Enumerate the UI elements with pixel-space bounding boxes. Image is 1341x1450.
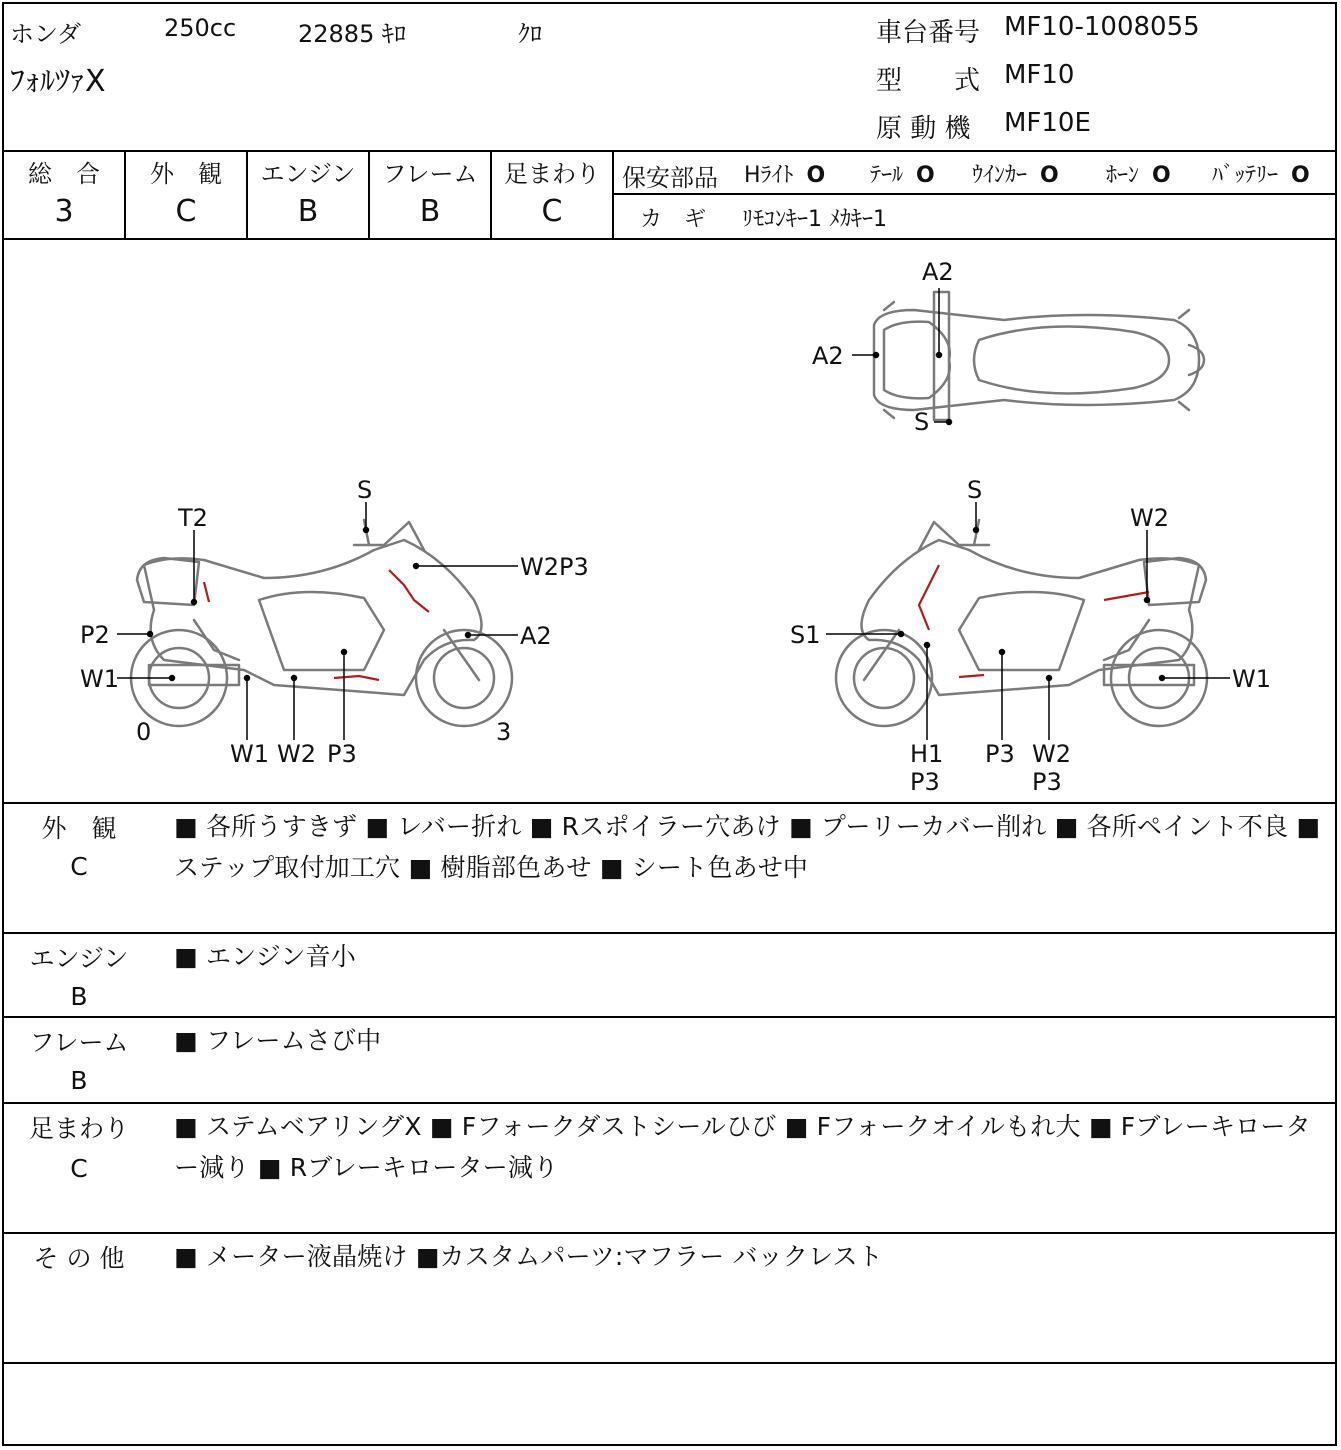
engine-label: 原 動 機 — [876, 114, 971, 144]
right-side-scooter — [836, 520, 1207, 726]
displacement: 250cc — [164, 14, 237, 42]
label-right-w1: W1 — [1232, 665, 1271, 693]
label-top-a2-1: A2 — [922, 258, 954, 286]
section-exterior — [4, 804, 1335, 932]
section-frame — [4, 1018, 1335, 1102]
type-value: MF10 — [1004, 60, 1075, 90]
section-frame-text: ■ フレームさび中 — [174, 1026, 382, 1055]
color: ｸﾛ — [518, 20, 542, 48]
section-engine — [4, 934, 1335, 1016]
safety-label: 保安部品 — [622, 164, 718, 192]
section-other-label: そ の 他 — [33, 1244, 125, 1273]
label-left-w2p3: W2P3 — [520, 553, 589, 581]
key-value: ﾘﾓｺﾝｷｰ1 ﾒｶｷｰ1 — [742, 207, 887, 232]
damage-diagram — [4, 240, 1339, 802]
left-side-scooter — [131, 520, 512, 726]
section-suspension — [4, 1104, 1335, 1232]
frame-no: MF10-1008055 — [1004, 12, 1200, 42]
safety-item-horn: ﾎｰﾝ O — [1106, 163, 1171, 188]
safety-item-headlight: Hﾗｲﾄ O — [744, 163, 826, 188]
grade-engine-label: エンジン — [260, 160, 356, 188]
maker: ホンダ — [10, 20, 82, 48]
grade-frame-label: フレーム — [382, 160, 478, 188]
label-right-w2-bottom: W2 — [1032, 740, 1071, 768]
label-left-w1: W1 — [80, 665, 119, 693]
safety-item-tail: ﾃｰﾙ O — [870, 163, 935, 188]
type-label: 型 式 — [876, 66, 981, 96]
grade-exterior-label: 外 観 — [150, 160, 222, 188]
label-top-a2-2: A2 — [812, 342, 844, 370]
frame-no-label: 車台番号 — [876, 18, 981, 48]
section-suspension-label: 足まわり — [28, 1114, 129, 1143]
label-right-s: S — [967, 476, 983, 504]
label-left-0: 0 — [136, 718, 152, 746]
section-frame-grade: B — [70, 1066, 88, 1095]
label-right-w2: W2 — [1130, 504, 1169, 532]
label-left-p3: P3 — [327, 740, 357, 768]
section-exterior-grade: C — [70, 852, 88, 881]
grade-suspension-value: C — [541, 194, 563, 229]
section-engine-label: エンジン — [29, 944, 129, 973]
section-frame-label: フレーム — [29, 1028, 129, 1057]
section-suspension-grade: C — [70, 1154, 88, 1183]
grade-overall-value: 3 — [54, 194, 74, 229]
label-left-a2: A2 — [520, 622, 552, 650]
model-name: ﾌｫﾙﾂｧX — [10, 64, 106, 99]
mileage: 22885 ｷﾛ — [298, 20, 406, 48]
label-left-w1-bottom: W1 — [230, 740, 269, 768]
safety-item-winker: ｳｲﾝｶｰ O — [972, 163, 1059, 188]
engine-value: MF10E — [1004, 108, 1091, 138]
label-left-w2: W2 — [277, 740, 316, 768]
label-left-p2: P2 — [80, 621, 110, 649]
grade-exterior-value: C — [175, 194, 197, 229]
section-engine-text: ■ エンジン音小 — [174, 942, 356, 971]
grade-engine-value: B — [297, 194, 319, 229]
label-left-t2: T2 — [178, 504, 208, 532]
section-other — [4, 1234, 1335, 1362]
label-right-p3-c: P3 — [1032, 768, 1062, 796]
damage-marks — [204, 565, 1149, 680]
label-left-3: 3 — [496, 718, 512, 746]
inspection-sheet — [2, 2, 1337, 1446]
section-engine-grade: B — [70, 982, 88, 1011]
label-top-s: S — [914, 408, 930, 436]
label-right-p3-b: P3 — [985, 740, 1015, 768]
section-suspension-text: ■ ステムベアリングX ■ Fフォークダストシールひび ■ Fフォークオイルもれ大 ■ Fブレーキローター減り ■ Rブレーキローター減り — [174, 1112, 1311, 1182]
section-exterior-label: 外 観 — [41, 814, 117, 843]
grade-frame-value: B — [419, 194, 441, 229]
grade-suspension-label: 足まわり — [504, 160, 600, 188]
safety-item-battery: ﾊﾞｯﾃﾘｰ O — [1212, 163, 1310, 188]
top-view-scooter — [874, 292, 1204, 420]
section-exterior-text: ■ 各所うすきず ■ レバー折れ ■ Rスポイラー穴あけ ■ プーリーカバー削れ ■ 各所ペイント不良 ■ ステップ取付加工穴 ■ 樹脂部色あせ ■ シート色あせ中 — [174, 812, 1321, 882]
label-right-h1: H1 — [910, 740, 944, 768]
label-right-s1: S1 — [790, 621, 821, 649]
label-right-p3-a: P3 — [910, 768, 940, 796]
key-label: カ ギ — [640, 207, 707, 232]
section-other-text: ■ メーター液晶焼け ■カスタムパーツ:マフラー バックレスト — [174, 1242, 883, 1271]
grade-overall-label: 総 合 — [28, 160, 100, 188]
label-left-s: S — [357, 476, 373, 504]
